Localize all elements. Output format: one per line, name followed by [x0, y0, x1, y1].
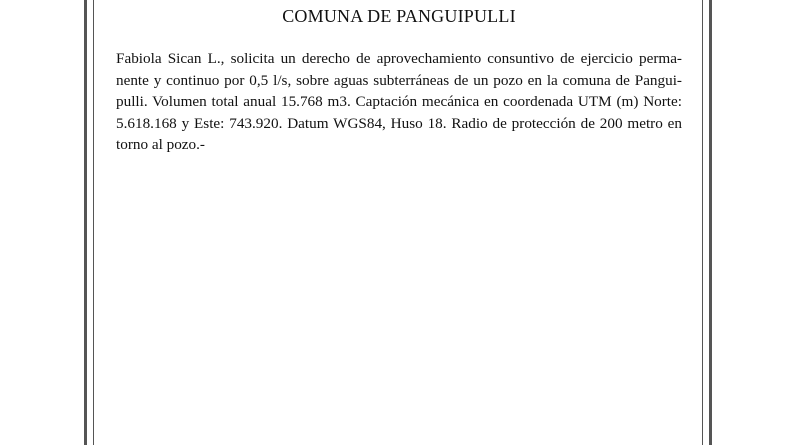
notice-content: [116, 0, 682, 156]
notice-heading: COMUNA DE PANGUIPULLI: [282, 6, 516, 26]
notice-paragraph: Fabiola Sican L., solicita un derecho de aprovechamiento consuntivo de ejercicio perma-nente y continuo por 0,5 l/s, sobre aguas subterráneas de un pozo en la comuna de Pangui-pulli. Volumen total anual 15.768 m3. Captación mecánica en coordenada UTM (m) Norte: 5.618.168 y Este: 743.920. Datum WGS84, Huso 18. Radio de protección de 200 metro en torno al pozo.-: [116, 50, 682, 154]
